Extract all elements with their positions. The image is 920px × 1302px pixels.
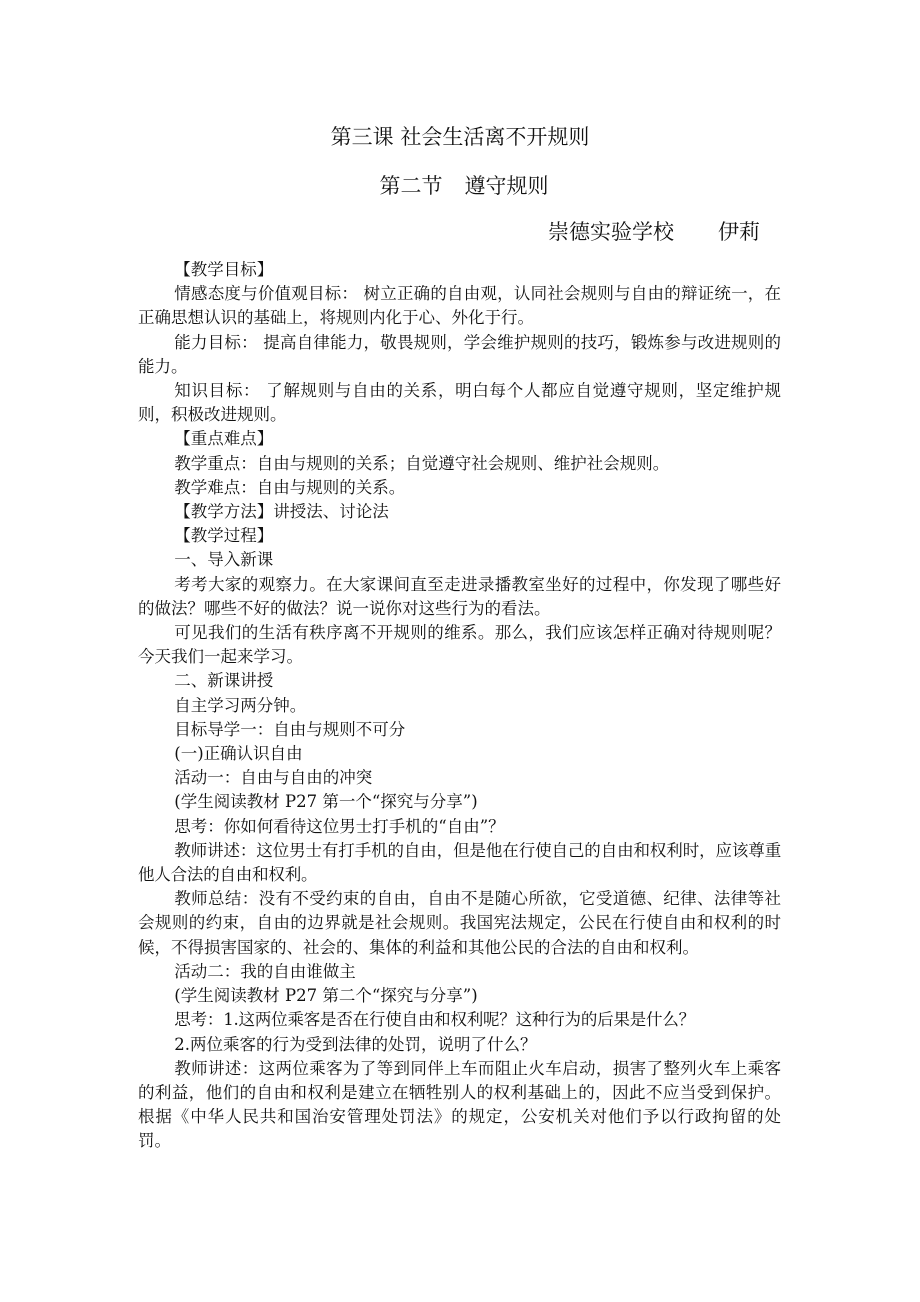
paragraph-think-2: 思考：1.这两位乘客是否在行使自由和权利呢？这种行为的后果是什么？ — [174, 1010, 695, 1030]
paragraph-target-one: 目标导学一：自由与规则不可分 — [174, 719, 406, 739]
paragraph-teacher-explain-1: 教师讲述：这位男士有打手机的自由，但是他在行使自己的自由和权利时，应该尊重他人合法的自由和权利。 — [138, 840, 781, 885]
paragraph-read-textbook-1: (学生阅读教材 P27 第一个“探究与分享”) — [174, 792, 478, 812]
heading-intro: 一、导入新课 — [174, 550, 274, 570]
paragraph-emotion-goal: 情感态度与价值观目标： 树立正确的自由观，认同社会规则与自由的辩证统一，在正确思想认识的基础上，将规则内化于心、外化于行。 — [138, 284, 781, 328]
document-body — [138, 258, 781, 1154]
school-name: 崇德实验学校 — [548, 220, 674, 244]
paragraph-intro-2: 可见我们的生活有秩序离不开规则的维系。那么，我们应该怎样正确对待规则呢？今天我们一起来学习。 — [138, 623, 781, 667]
paragraph-teacher-summary: 教师总结：没有不受约束的自由，自由不是随心所欲，它受道德、纪律、法律等社会规则的约束，自由的边界就是社会规则。我国宪法规定，公民在行使自由和权利的时候，不得损害国家的、社会的、集体的利益和其他公民的合法的自由和权利。 — [138, 889, 781, 957]
paragraph-difficulty: 教学难点：自由与规则的关系。 — [174, 477, 406, 497]
paragraph-knowledge-goal: 知识目标： 了解规则与自由的关系，明白每个人都应自觉遵守规则，坚定维护规则，积极改进规则。 — [138, 381, 781, 425]
paragraph-ability-goal: 能力目标： 提高自律能力，敬畏规则，学会维护规则的技巧，锻炼参与改进规则的能力。 — [138, 332, 781, 376]
heading-key-points: 【重点难点】 — [174, 429, 274, 449]
paragraph-key-point: 教学重点：自由与规则的关系；自觉遵守社会规则、维护社会规则。 — [174, 453, 670, 473]
author-line — [548, 218, 760, 246]
paragraph-teacher-explain-2: 教师讲述：这两位乘客为了等到同伴上车而阻止火车启动，损害了整列火车上乘客的利益，他们的自由和权利是建立在牺牲别人的权利基础上的，因此不应当受到保护。根据《中华人民共和国治安管理处罚法》的规定，公安机关对他们予以行政拘留的处罚。 — [138, 1058, 781, 1151]
paragraph-self-study: 自主学习两分钟。 — [174, 695, 307, 715]
heading-teaching-goals: 【教学目标】 — [174, 260, 274, 279]
paragraph-activity-one: 活动一：自由与自由的冲突 — [174, 768, 373, 788]
author-name: 伊莉 — [718, 220, 760, 244]
paragraph-read-textbook-2: (学生阅读教材 P27 第二个“探究与分享”) — [174, 986, 478, 1006]
paragraph-activity-two: 活动二：我的自由谁做主 — [174, 961, 356, 981]
heading-new-lesson: 二、新课讲授 — [174, 671, 274, 691]
section-title — [0, 172, 920, 200]
paragraph-think-3: 2.两位乘客的行为受到法律的处罚，说明了什么？ — [174, 1034, 537, 1054]
paragraph-method: 【教学方法】讲授法、讨论法 — [174, 502, 389, 522]
heading-process: 【教学过程】 — [174, 526, 274, 546]
paragraph-think-1: 思考：你如何看待这位男士打手机的“自由”？ — [174, 816, 505, 836]
paragraph-intro-1: 考考大家的观察力。在大家课间直至走进录播教室坐好的过程中，你发现了哪些好的做法？哪些不好的做法？说一说你对这些行为的看法。 — [138, 574, 781, 618]
section-number: 第二节 — [379, 174, 443, 198]
lesson-title: 第三课 社会生活离不开规则 — [330, 125, 590, 149]
paragraph-subsection-one: (一)正确认识自由 — [174, 744, 303, 764]
section-name: 遵守规则 — [464, 174, 549, 198]
